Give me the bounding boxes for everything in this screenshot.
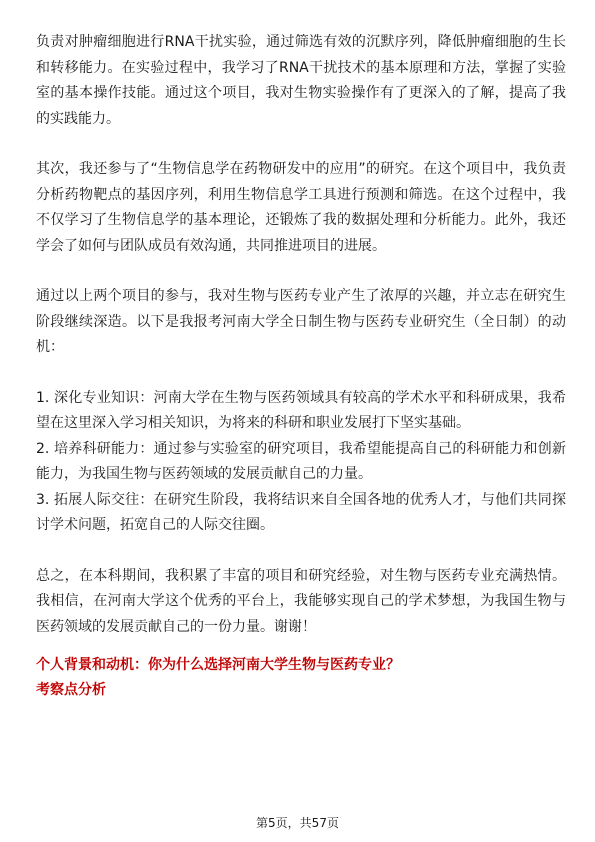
paragraph-motivation-intro: 通过以上两个项目的参与，我对生物与医药专业产生了浓厚的兴趣，并立志在研究生阶段继续深造。以下是我报考河南大学全日制生物与医药专业研究生（全日制）的动机： (36, 288, 566, 355)
paragraph-spacer (36, 259, 566, 284)
section-heading: 考察点分析 (36, 682, 106, 698)
page-content (36, 30, 566, 702)
question-heading: 个人背景和动机：你为什么选择河南大学生物与医药专业？ (36, 657, 400, 673)
motivation-list (36, 386, 566, 539)
paragraph-spacer (36, 361, 566, 386)
list-item: 3. 拓展人际交往：在研究生阶段，我将结识来自全国各地的优秀人才，与他们共同探讨学术问题，拓宽自己的人际交往圈。 (36, 491, 566, 533)
list-item: 1. 深化专业知识：河南大学在生物与医药领域具有较高的学术水平和科研成果，我希望在这里深入学习相关知识，为将来的科研和职业发展打下坚实基础。 (36, 389, 566, 431)
paragraph-conclusion: 总之，在本科期间，我积累了丰富的项目和研究经验，对生物与医药专业充满热情。我相信，在河南大学这个优秀的平台上，我能够实现自己的学术梦想，为我国生物与医药领域的发展贡献自己的一份力量。谢谢！ (36, 567, 566, 635)
paragraph-rna-project: 负责对肿瘤细胞进行RNA干扰实验，通过筛选有效的沉默序列，降低肿瘤细胞的生长和转移能力。在实验过程中，我学习了RNA干扰技术的基本原理和方法，掌握了实验室的基本操作技能。通过这个项目，我对生物实验操作有了更深入的了解，提高了我的实践能力。 (36, 34, 566, 127)
paragraph-spacer (36, 132, 566, 157)
list-item: 2. 培养科研能力：通过参与实验室的研究项目，我希望能提高自己的科研能力和创新能力，为我国生物与医药领域的发展贡献自己的力量。 (36, 440, 566, 482)
paragraph-bioinformatics-project: 其次，我还参与了“生物信息学在药物研发中的应用”的研究。在这个项目中，我负责分析药物靶点的基因序列，利用生物信息学工具进行预测和筛选。在这个过程中，我不仅学习了生物信息学的基本理论，还锻炼了我的数据处理和分析能力。此外，我还学会了如何与团队成员有效沟通，共同推进项目的进展。 (36, 161, 566, 254)
paragraph-spacer (36, 539, 566, 564)
page-number: 第5页，共57页 (256, 816, 339, 830)
question-block (36, 652, 566, 702)
